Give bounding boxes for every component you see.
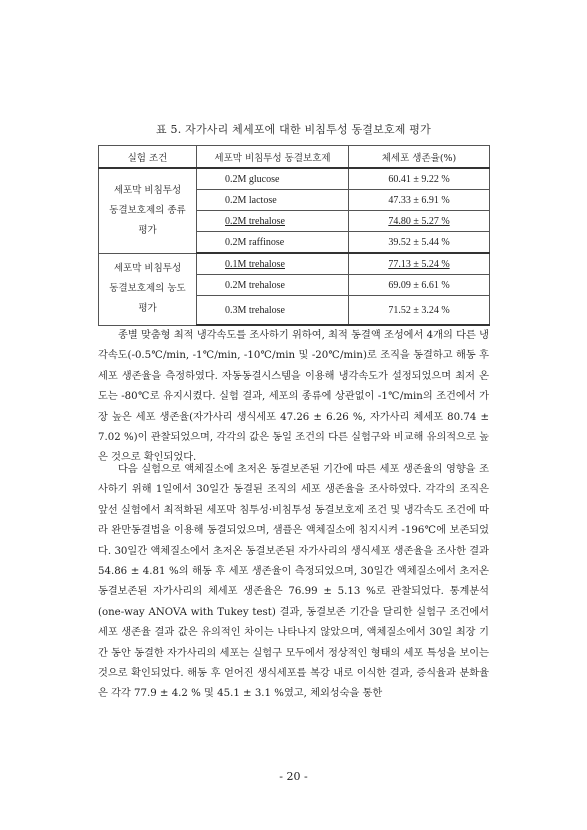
agent-text-highlighted: 0.1M trehalose	[225, 258, 285, 270]
body-paragraph-storage-duration: 다음 실험으로 액체질소에 초저온 동결보존된 기간에 따른 세포 생존율의 영향을 조사하기 위해 1일에서 30일간 동결된 조직의 세포 생존율을 조사하였다. 각각의 조직은 앞선 실험에서 최적화된 세포막 침투성·비침투성 동결보호제 조건 및 냉각속도 조건에 따라 완만동결법을 이용해 동결되었으며, 샘플은 액체질소에 침지시켜 -196℃에 보존되었다. 30일간 액체질소에서 초저온 동결보존된 자가사리의 생식세포 생존율을 조사한 결과 54.86 ± 4.81 %의 해동 후 세포 생존율이 측정되었으며, 30일간 액체질소에서 초저온 동결보존된 자가사리의 체세포 생존율은 76.99 ± 5.13 %로 관찰되었다. 통계분석(one-way ANOVA with Tukey test) 결과, 동결보존 기간을 달리한 실험구 조건에서 세포 생존율 결과 값은 유의적인 차이는 나타나지 않았으며, 액체질소에서 30일 최장 기간 동안 동결한 자가사리의 세포는 실험구 모두에서 정상적인 형태의 세포 특성을 보이는 것으로 확인되었다. 해동 후 얻어진 생식세포를 복강 내로 이식한 결과, 증식율과 분화율은 각각 77.9 ± 4.2 % 및 45.1 ± 3.1 %였고, 체외성숙을 통한	[98, 464, 489, 700]
agent-cell	[197, 211, 349, 232]
condition-line: 동결보호제의 종류	[109, 204, 186, 216]
table-header-row	[99, 146, 490, 169]
condition-cell-type	[99, 168, 197, 253]
header-survival: 체세포 생존율(%)	[349, 146, 490, 169]
survival-cell: 71.52 ± 3.24 %	[349, 296, 490, 326]
header-agent: 세포막 비침투성 동결보호제	[197, 146, 349, 169]
agent-cell	[197, 253, 349, 275]
table-row	[99, 168, 490, 190]
agent-cell: 0.2M lactose	[197, 190, 349, 211]
cryoprotectant-table	[98, 145, 490, 326]
condition-cell-concentration	[99, 253, 197, 325]
survival-cell: 60.41 ± 9.22 %	[349, 168, 490, 190]
survival-cell	[349, 211, 490, 232]
agent-cell: 0.2M raffinose	[197, 232, 349, 254]
page-number: - 20 -	[279, 770, 308, 783]
survival-cell: 69.09 ± 6.61 %	[349, 275, 490, 296]
survival-text-highlighted: 74.80 ± 5.27 %	[388, 215, 450, 227]
agent-cell: 0.2M trehalose	[197, 275, 349, 296]
table-row	[99, 253, 490, 275]
condition-line: 세포막 비침투성	[113, 263, 182, 274]
condition-line: 세포막 비침투성	[113, 184, 182, 196]
condition-line: 평가	[138, 224, 157, 236]
survival-cell: 39.52 ± 5.44 %	[349, 232, 490, 254]
agent-cell: 0.3M trehalose	[197, 296, 349, 326]
agent-cell: 0.2M glucose	[197, 168, 349, 190]
header-condition: 실험 조건	[99, 146, 197, 169]
condition-line: 평가	[138, 303, 157, 314]
table-caption: 표 5. 자가사리 체세포에 대한 비침투성 동결보호제 평가	[156, 123, 431, 136]
condition-line: 동결보호제의 농도	[109, 283, 186, 294]
survival-text-highlighted: 77.13 ± 5.24 %	[388, 258, 450, 270]
survival-cell: 47.33 ± 6.91 %	[349, 190, 490, 211]
agent-text-highlighted: 0.2M trehalose	[225, 215, 285, 227]
body-paragraph-cooling-rate: 종별 맞춤형 최적 냉각속도를 조사하기 위하여, 최적 동결액 조성에서 4개의 다른 냉각속도(-0.5℃/min, -1℃/min, -10℃/min 및 -20℃/min)로 조직을 동결하고 해동 후 세포 생존율을 측정하였다. 자동동결시스템을 이용해 냉각속도가 설정되었으며 최저 온도는 -80℃로 유지시켰다. 실험 결과, 세포의 종류에 상관없이 -1℃/min의 조건에서 가장 높은 세포 생존율(자가사리 생식세포 47.26 ± 6.26 %, 자가사리 체세포 80.74 ± 7.02 %)이 관찰되었으며, 각각의 값은 동일 조건의 다른 실험구와 비교해 유의적으로 높은 것으로 확인되었다.	[98, 330, 489, 464]
survival-cell	[349, 253, 490, 275]
